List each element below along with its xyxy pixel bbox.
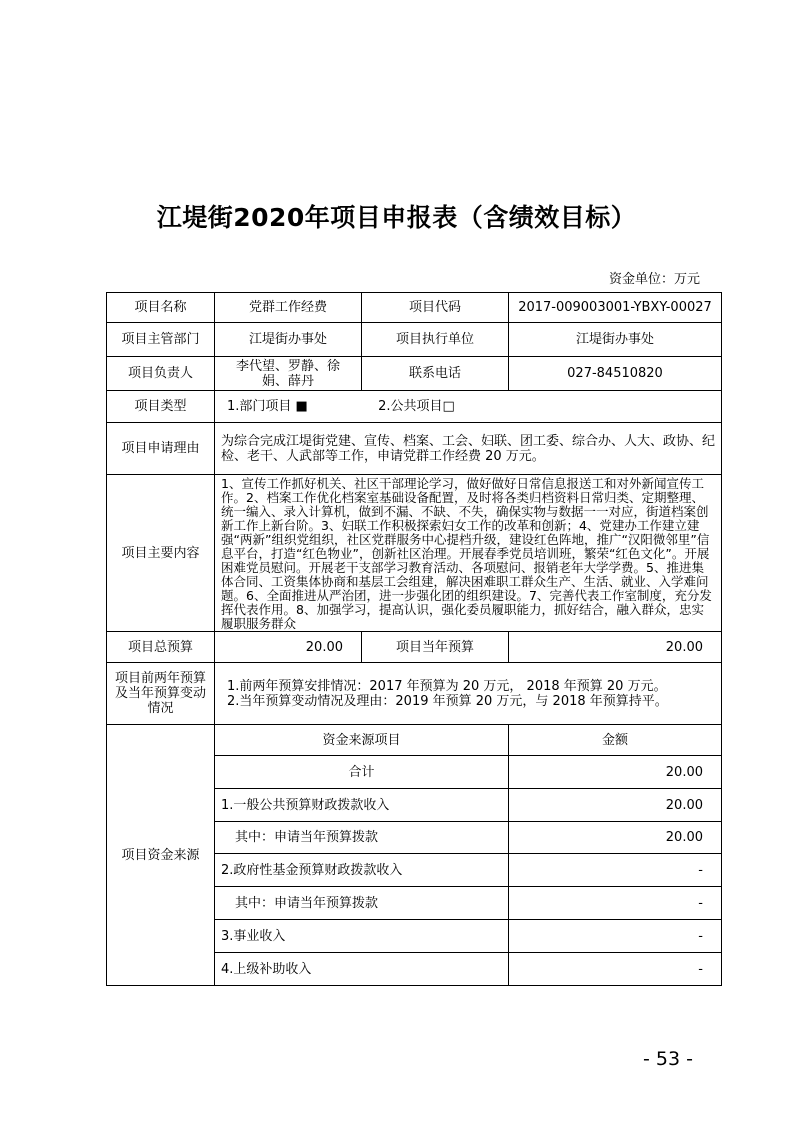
source-item: 3.事业收入: [215, 920, 509, 953]
content-value: 1、宣传工作抓好机关、社区干部理论学习，做好做好日常信息报送工和对外新闻宣传工作。2、档案工作优化档案室基础设备配置，及时将各类归档资料日常归类、定期整理、统一编入、录入计算机，做到不漏、不缺、不失，确保实物与数据一一对应，街道档案创新工作上新台阶。3、妇联工作积极探索妇女工作的改革和创新；4、党建办工作建立建强“两新”组织党组织，社区党群服务中心提档升级，建设红色阵地，推广“汉阳微邻里”信息平台，打造“红色物业”，创新社区治理。开展春季党员培训班，繁荣“红色文化”。开展困难党员慰问。开展老干支部学习教育活动、各项慰问、报销老年大学学费。5、推进集体合同、工资集体协商和基层工会组建，解决困难职工群众生产、生活、就业、入学难问题。6、全面推进从严治团，进一步强化团的组织建设。7、完善代表工作室制度，充分发挥代表作用。8、加强学习，提高认识，强化委员履职能力，抓好结合，融入群众，忠实履职服务群众: [215, 475, 722, 632]
source-item: 其中：申请当年预算拨款: [215, 822, 509, 854]
type-label: 项目类型: [107, 391, 215, 423]
source-header-item: 资金来源项目: [215, 725, 509, 756]
name-label: 项目名称: [107, 293, 215, 323]
source-amount: -: [509, 953, 722, 986]
source-item: 4.上级补助收入: [215, 953, 509, 986]
code-value: 2017-009003001-YBXY-00027: [509, 293, 722, 323]
source-label: 项目资金来源: [107, 725, 215, 986]
phone-value: 027-84510820: [509, 357, 722, 391]
table-row: [107, 475, 722, 632]
type-options: [215, 391, 722, 423]
change-line-2: 2.当年预算变动情况及理由：2019 年预算 20 万元，与 2018 年预算持平。: [227, 693, 668, 709]
source-amount: -: [509, 854, 722, 887]
code-label: 项目代码: [362, 293, 509, 323]
year-label: 项目当年预算: [362, 632, 509, 663]
change-label: 项目前两年预算及当年预算变动情况: [107, 663, 215, 725]
change-value: [215, 663, 722, 725]
table-row: [107, 663, 722, 725]
source-item: 合计: [215, 756, 509, 789]
source-amount: 20.00: [509, 789, 722, 822]
page-title: 江堤街2020年项目申报表（含绩效目标）: [156, 203, 637, 232]
unit-label: 资金单位：万元: [608, 272, 700, 287]
dept-value: 江堤街办事处: [215, 323, 362, 357]
table-row: [107, 323, 722, 357]
leader-value: 李代望、罗静、徐娟、薛丹: [215, 357, 362, 391]
change-line-1: 1.前两年预算安排情况：2017 年预算为 20 万元， 2018 年预算 20 万元。: [227, 678, 667, 694]
name-value: 党群工作经费: [215, 293, 362, 323]
source-item: 其中：申请当年预算拨款: [215, 887, 509, 920]
content-label: 项目主要内容: [107, 475, 215, 632]
year-value: 20.00: [509, 632, 722, 663]
page-number: - 53 -: [643, 1048, 693, 1070]
total-value: 20.00: [215, 632, 362, 663]
table-row: [107, 391, 722, 423]
table-row: [107, 293, 722, 323]
type-option-department: 1.部门项目 ■: [227, 399, 308, 414]
source-amount: -: [509, 920, 722, 953]
phone-label: 联系电话: [362, 357, 509, 391]
reason-label: 项目申请理由: [107, 423, 215, 475]
source-header-amount: 金额: [509, 725, 722, 756]
table-row: [107, 632, 722, 663]
dept-label: 项目主管部门: [107, 323, 215, 357]
total-label: 项目总预算: [107, 632, 215, 663]
source-item: 2.政府性基金预算财政拨款收入: [215, 854, 509, 887]
reason-value: 为综合完成江堤街党建、宣传、档案、工会、妇联、团工委、综合办、人大、政协、纪检、老干、人武部等工作，申请党群工作经费 20 万元。: [215, 423, 722, 475]
project-table: [106, 292, 722, 986]
exec-label: 项目执行单位: [362, 323, 509, 357]
source-amount: -: [509, 887, 722, 920]
table-row: [107, 725, 722, 756]
source-item: 1.一般公共预算财政拨款收入: [215, 789, 509, 822]
source-amount: 20.00: [509, 756, 722, 789]
leader-label: 项目负责人: [107, 357, 215, 391]
exec-value: 江堤街办事处: [509, 323, 722, 357]
table-row: [107, 423, 722, 475]
source-amount: 20.00: [509, 822, 722, 854]
type-option-public: 2.公共项目□: [378, 399, 455, 414]
table-row: [107, 357, 722, 391]
